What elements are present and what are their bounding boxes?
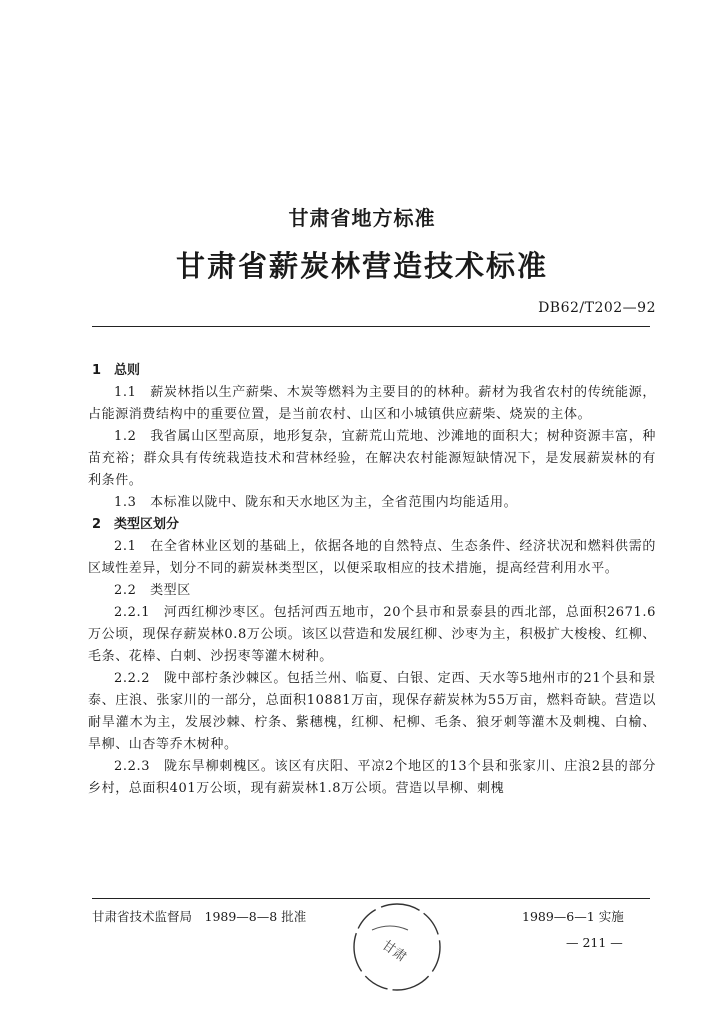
- page-number: — 211 —: [566, 935, 623, 950]
- document-title: 甘肃省薪炭林营造技术标准: [175, 249, 548, 283]
- section-heading-2: 2 类型区划分: [92, 517, 180, 532]
- paragraph-2-1: 2.1 在全省林业区划的基础上，依据各地的自然特点、生态条件、经济状况和燃料供需的区域性差异，划分不同的薪炭林类型区，以便采取相应的技术措施，提高经营利用水平。: [88, 539, 656, 576]
- paragraph-2-2-2: 2.2.2 陇中部柠条沙棘区。包括兰州、临夏、白银、定西、天水等5地州市的21个县和景泰、庄浪、张家川的一部分，总面积10881万亩，现保存薪炭林为55万亩，燃料奇缺。营造以耐旱灌木为主，发展沙棘、柠条、紫穗槐，红柳、杞柳、毛条、狼牙刺等灌木及刺槐、白榆、旱柳、山杏等乔木树种。: [88, 671, 656, 752]
- section-heading-1: 1 总则: [92, 363, 141, 378]
- approval-info: 甘肃省技术监督局 1989—8—8 批准: [92, 909, 307, 924]
- paragraph-2-2-3: 2.2.3 陇东旱柳刺槐区。该区有庆阳、平凉2个地区的13个县和张家川、庄浪2县的部分乡村，总面积401万公顷，现有薪炭林1.8万公顷。营造以旱柳、刺槐: [88, 759, 656, 796]
- standard-number: DB62/T202—92: [538, 300, 656, 316]
- header-divider: [92, 326, 650, 327]
- paragraph-2-2-1: 2.2.1 河西红柳沙枣区。包括河西五地市，20个县市和景泰县的西北部，总面积2671.6万公顷，现保存薪炭林0.8万公顷。该区以营造和发展红柳、沙枣为主，积极扩大梭梭、红柳、毛条、花棒、白刺、沙拐枣等灌木树种。: [88, 605, 656, 664]
- paragraph-1-2: 1.2 我省属山区型高原，地形复杂，宜薪荒山荒地、沙滩地的面积大；树种资源丰富，种苗充裕；群众具有传统栽造技术和营林经验，在解决农村能源短缺情况下，是发展薪炭林的有利条件。: [88, 429, 656, 488]
- paragraph-1-1: 1.1 薪炭林指以生产薪柴、木炭等燃料为主要目的的林种。薪材为我省农村的传统能源，占能源消费结构中的重要位置，是当前农村、山区和小城镇供应薪柴、烧炭的主体。: [88, 385, 656, 422]
- svg-text:甘肃: 甘肃: [378, 937, 409, 966]
- paragraph-1-3: 1.3 本标准以陇中、陇东和天水地区为主，全省范围内均能适用。: [114, 495, 518, 510]
- official-stamp-icon: [350, 900, 444, 994]
- document-subtitle: 甘肃省地方标准: [288, 206, 436, 230]
- document-body: [88, 360, 656, 800]
- paragraph-2-2: 2.2 类型区: [114, 583, 191, 598]
- footer-divider: [92, 898, 650, 899]
- effective-date: 1989—6—1 实施: [522, 909, 624, 924]
